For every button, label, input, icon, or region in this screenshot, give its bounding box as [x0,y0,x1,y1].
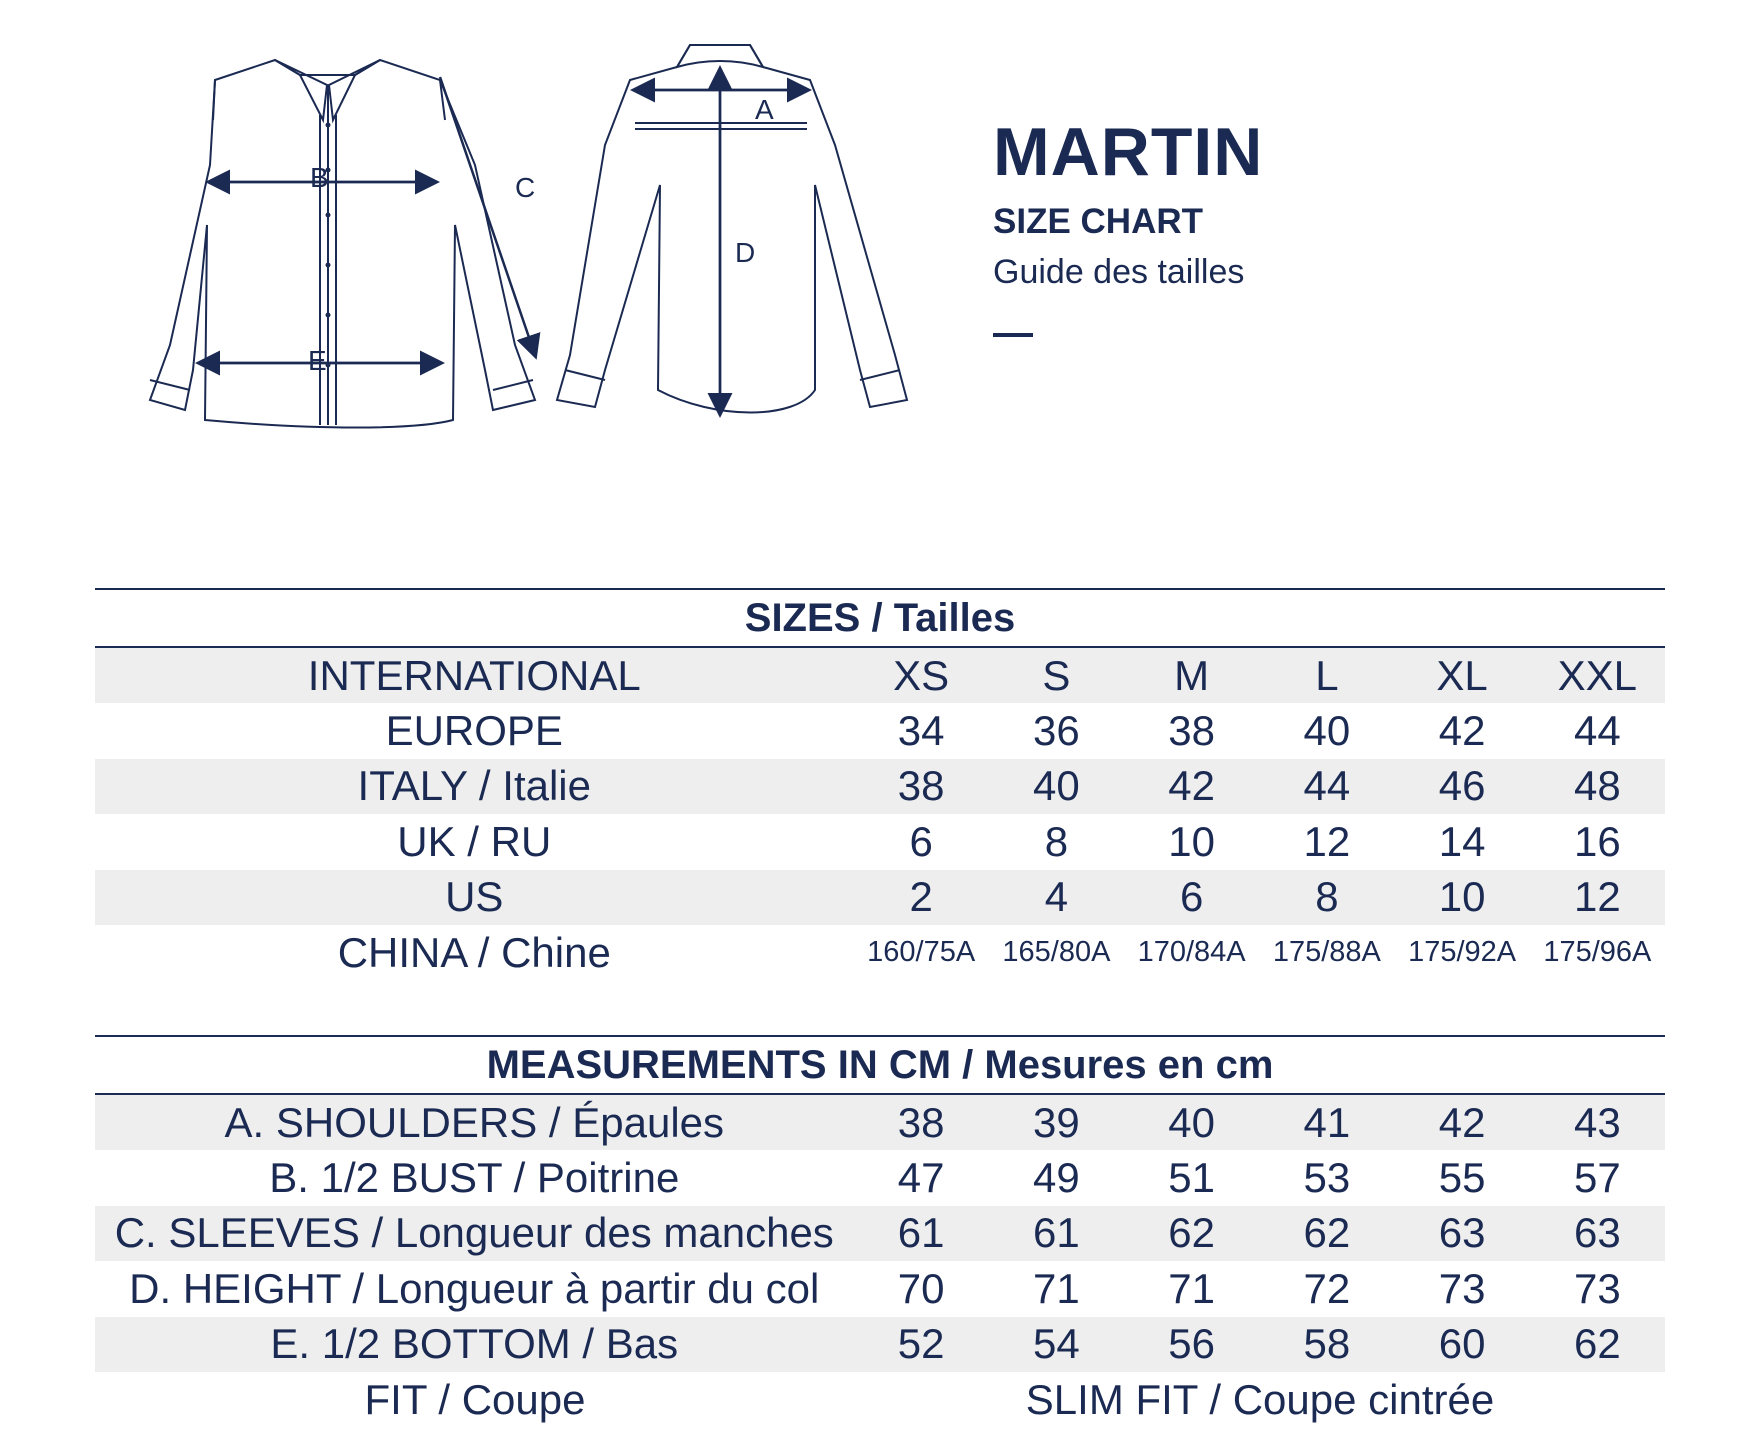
front-measure-arrows [200,77,535,363]
cell: 57 [1573,1154,1621,1202]
product-title: MARTIN [993,114,1264,190]
label-c: C [515,172,536,203]
cell: 54 [1033,1320,1080,1368]
row-label: D. HEIGHT / Longueur à partir du col [129,1264,820,1312]
cell: 52 [897,1320,945,1368]
row-label: A. SHOULDERS / Épaules [224,1098,725,1146]
cell: 42 [1438,1098,1486,1146]
cell: 16 [1573,817,1621,865]
cell: 2 [909,873,933,921]
table-row [95,1261,1665,1316]
table-row [95,1095,1665,1150]
cell: 12 [1573,873,1621,921]
row-label: EUROPE [385,707,563,755]
cell: 38 [897,1098,945,1146]
cell: 46 [1438,762,1486,810]
row-label: E. 1/2 BOTTOM / Bas [270,1320,679,1368]
cell: 175/96A [1543,936,1652,969]
table-row [95,870,1665,925]
cell: 73 [1573,1264,1621,1312]
size-chart-title: SIZE CHART [993,202,1203,241]
cell: 56 [1168,1320,1215,1368]
cell: 48 [1573,762,1621,810]
size-chart-subtitle-fr: Guide des tailles [993,253,1245,291]
label-e: E [308,345,327,376]
cell: 55 [1438,1154,1486,1202]
row-label: CHINA / Chine [337,928,611,976]
cell: L [1315,651,1339,699]
cell: 165/80A [1002,936,1111,969]
cell: 71 [1033,1264,1080,1312]
label-d: D [735,237,756,268]
cell: 40 [1033,762,1080,810]
cell: 62 [1168,1209,1215,1257]
cell: 61 [897,1209,945,1257]
table-row [95,703,1665,758]
label-b: B [310,162,329,193]
cell: XXL [1557,651,1638,699]
table-row [95,925,1665,980]
front-shirt-outline [150,60,535,428]
cell: 175/92A [1408,936,1517,969]
cell: 47 [897,1154,945,1202]
title-dash-divider [993,333,1033,337]
row-label: ITALY / Italie [357,762,591,810]
cell: 49 [1033,1154,1080,1202]
cell: 44 [1573,707,1621,755]
cell: 38 [1168,707,1215,755]
cell: 70 [897,1264,945,1312]
cell: 40 [1303,707,1351,755]
back-measure-arrows [635,70,807,413]
cell: 6 [1179,873,1204,921]
table-row [95,759,1665,814]
cell: 10 [1438,873,1486,921]
table-row [95,1206,1665,1261]
cell: 61 [1033,1209,1080,1257]
row-label: B. 1/2 BUST / Poitrine [269,1154,680,1202]
table-row [95,1150,1665,1205]
cell: 14 [1438,817,1486,865]
cell: 51 [1168,1154,1215,1202]
cell: 62 [1303,1209,1351,1257]
cell: 42 [1168,762,1215,810]
fit-row [95,1372,1665,1427]
cell: 63 [1438,1209,1486,1257]
row-label: INTERNATIONAL [307,651,641,699]
cell: 170/84A [1137,936,1246,969]
cell: 175/88A [1272,936,1381,969]
cell: 73 [1438,1264,1486,1312]
fit-label: FIT / Coupe [364,1375,586,1423]
fit-value: SLIM FIT / Coupe cintrée [1025,1375,1495,1423]
shirt-diagrams [95,25,955,465]
cell: 6 [909,817,933,865]
cell: 8 [1044,817,1069,865]
cell: 38 [897,762,945,810]
row-label: UK / RU [397,817,552,865]
cell: 62 [1573,1320,1621,1368]
back-shirt-outline [557,45,907,413]
cell: 10 [1168,817,1215,865]
table-row [95,1317,1665,1372]
cell: XS [893,651,950,699]
cell: 36 [1033,707,1080,755]
table-row [95,648,1665,703]
cell: 34 [897,707,945,755]
cell: 12 [1303,817,1351,865]
cell: 43 [1573,1098,1621,1146]
cell: 4 [1044,873,1069,921]
cell: 39 [1033,1098,1080,1146]
row-label: C. SLEEVES / Longueur des manches [114,1209,834,1257]
cell: 60 [1438,1320,1486,1368]
cell: 53 [1303,1154,1351,1202]
cell: 58 [1303,1320,1351,1368]
measurements-heading: MEASUREMENTS IN CM / Mesures en cm [486,1042,1274,1087]
cell: 40 [1168,1098,1215,1146]
cell: 44 [1303,762,1351,810]
cell: 71 [1168,1264,1215,1312]
cell: 42 [1438,707,1486,755]
cell: M [1174,651,1210,699]
cell: 8 [1315,873,1339,921]
cell: XL [1436,651,1488,699]
cell: 72 [1303,1264,1351,1312]
sizes-heading: SIZES / Tailles [744,595,1016,640]
cell: S [1042,651,1071,699]
brand-block [993,114,1264,337]
cell: 63 [1573,1209,1621,1257]
cell: 160/75A [867,936,976,969]
label-a: A [755,94,774,125]
cell: 41 [1303,1098,1351,1146]
measurements-table [95,1035,1665,1427]
sizes-table [95,588,1665,980]
table-row [95,814,1665,869]
shirt-diagram-svg [95,25,955,465]
row-label: US [445,873,504,921]
